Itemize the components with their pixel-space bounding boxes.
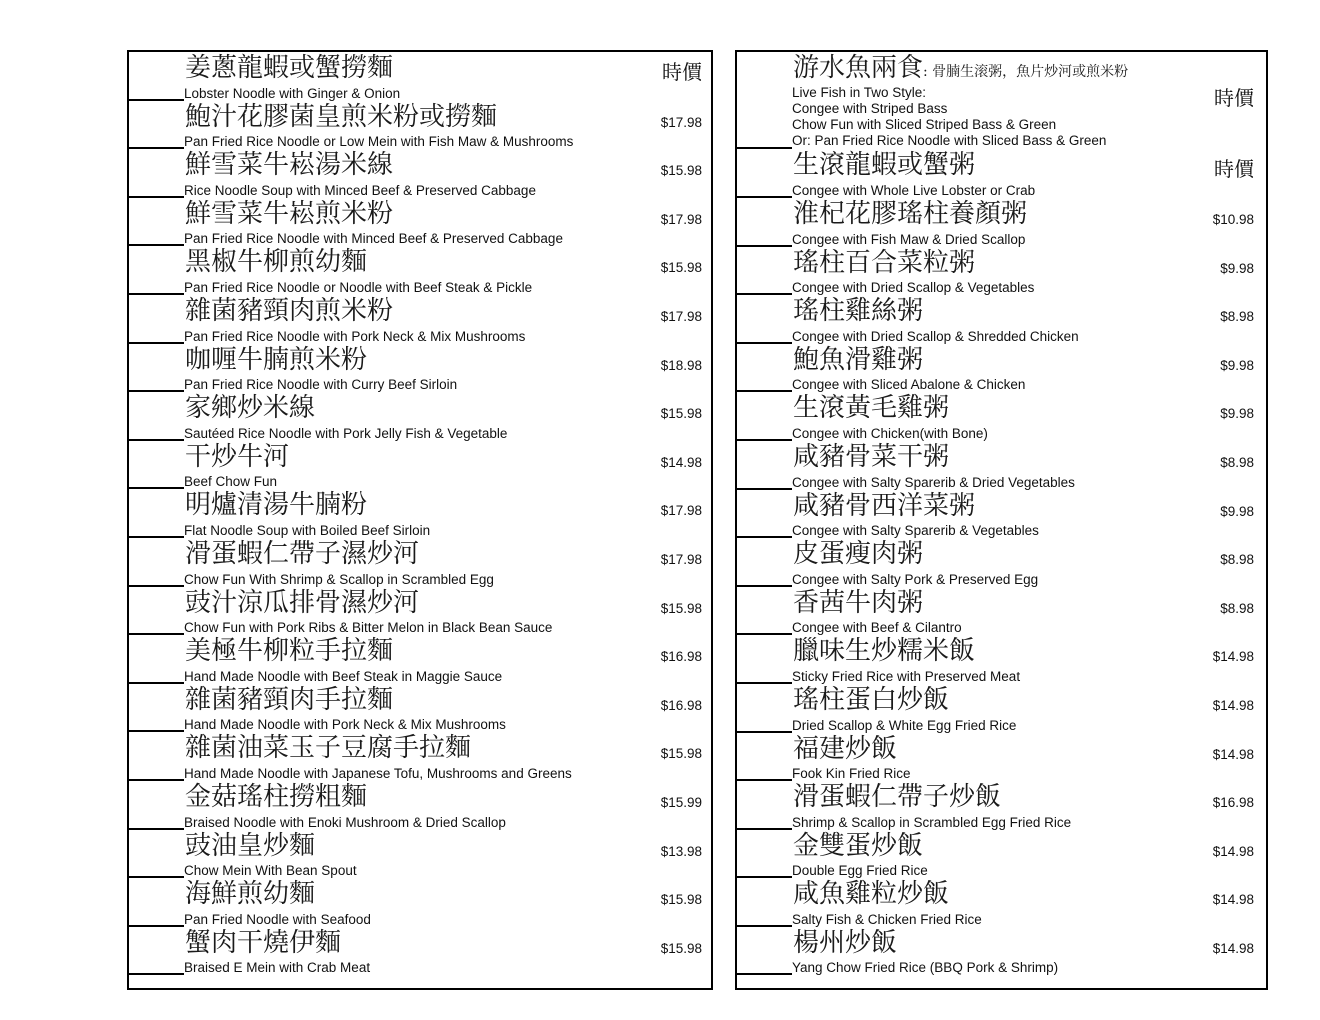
dish-price: $8.98 [1220, 600, 1254, 616]
noodle-item [129, 489, 711, 538]
order-mark-line [737, 973, 792, 975]
noodle-item [129, 878, 711, 927]
noodle-item [129, 52, 711, 101]
dish-price: $15.98 [660, 600, 702, 616]
noodle-item [129, 587, 711, 636]
dish-name-chinese: 皮蛋瘦肉粥 [793, 539, 924, 570]
dish-name-chinese: 鮑魚滑雞粥 [793, 344, 924, 375]
dish-name-english: Dried Scallop & White Egg Fried Rice [792, 717, 1017, 733]
noodle-item [129, 149, 711, 198]
noodle-item [129, 101, 711, 150]
dish-name-english: Pan Fried Rice Noodle with Minced Beef & Preserved Cabbage [184, 231, 563, 247]
dish-name-chinese: 咖喱牛腩煎米粉 [185, 344, 368, 375]
dish-price: $18.98 [660, 357, 702, 373]
dish-name-chinese: 福建炒飯 [793, 733, 898, 764]
noodle-item [129, 441, 711, 490]
dish-price: 時價 [1214, 157, 1254, 182]
dish-price: $9.98 [1220, 357, 1254, 373]
noodle-item [129, 246, 711, 295]
dish-name-chinese: 瑤柱雞絲粥 [793, 296, 924, 327]
noodle-item [129, 344, 711, 393]
congee-rice-item [737, 490, 1266, 539]
dish-price: $17.98 [660, 114, 702, 130]
dish-price: $15.99 [660, 794, 702, 810]
congee-rice-item [737, 441, 1266, 490]
noodle-item [129, 732, 711, 781]
dish-name-english: Chow Mein With Bean Spout [184, 863, 357, 879]
dish-price: $14.98 [1212, 649, 1254, 665]
dish-name-english: Congee with Beef & Cilantro [792, 620, 962, 636]
dish-name-chinese: 豉油皇炒麵 [185, 830, 316, 861]
dish-name-chinese: 雜菌豬頸肉煎米粉 [185, 295, 394, 326]
congee-rice-item [737, 733, 1266, 782]
dish-name-english: Double Egg Fried Rice [792, 863, 928, 879]
dish-price: $16.98 [660, 649, 702, 665]
dish-name-english: Hand Made Noodle with Pork Neck & Mix Mushrooms [184, 717, 506, 733]
noodle-item [129, 927, 711, 976]
dish-price: $8.98 [1220, 454, 1254, 470]
dish-description-english [792, 85, 1106, 149]
congee-rice-item-list [737, 149, 1266, 975]
dish-price: $14.98 [1212, 697, 1254, 713]
congee-rice-item [737, 830, 1266, 879]
dish-name-chinese: 生滾黃毛雞粥 [793, 393, 950, 424]
menu-item-live-fish [737, 52, 1266, 149]
dish-name-english: Chow Fun with Pork Ribs & Bitter Melon in Black Bean Sauce [184, 620, 553, 636]
noodle-item [129, 830, 711, 879]
dish-name-chinese: 金雙蛋炒飯 [793, 830, 924, 861]
dish-name-english: Braised Noodle with Enoki Mushroom & Dried Scallop [184, 814, 506, 830]
dish-price: $15.98 [660, 406, 702, 422]
dish-name-english: Pan Fried Rice Noodle with Pork Neck & Mix Mushrooms [184, 328, 526, 344]
dish-name-chinese: 滑蛋蝦仁帶子濕炒河 [185, 538, 420, 569]
dish-name-chinese: 咸魚雞粒炒飯 [793, 879, 950, 910]
dish-desc-line: Congee with Striped Bass [792, 101, 948, 117]
dish-price: $9.98 [1220, 406, 1254, 422]
menu-panel-congee-rice [735, 50, 1268, 990]
dish-name-english: Congee with Salty Pork & Preserved Egg [792, 571, 1039, 587]
dish-name-english: Sautéed Rice Noodle with Pork Jelly Fish & Vegetable [184, 425, 508, 441]
dish-price: $17.98 [660, 551, 702, 567]
dish-price: $15.98 [660, 163, 702, 179]
dish-name-english: Rice Noodle Soup with Minced Beef & Preserved Cabbage [184, 182, 536, 198]
congee-rice-item [737, 684, 1266, 733]
congee-rice-item [737, 927, 1266, 976]
dish-name-english: Fook Kin Fried Rice [792, 766, 911, 782]
dish-name-chinese: 豉汁涼瓜排骨濕炒河 [185, 587, 420, 618]
dish-price: $14.98 [1212, 843, 1254, 859]
congee-rice-item [737, 635, 1266, 684]
noodle-item [129, 684, 711, 733]
dish-price: $15.98 [660, 892, 702, 908]
dish-name-chinese: 瑤柱蛋白炒飯 [793, 684, 950, 715]
dish-name-english: Hand Made Noodle with Beef Steak in Maggie Sauce [184, 668, 503, 684]
dish-price: $15.98 [660, 260, 702, 276]
dish-price: $15.98 [660, 940, 702, 956]
dish-subtitle-chinese: : 骨腩生滚粥，魚片炒河或煎米粉 [923, 64, 1129, 80]
dish-name-english: Beef Chow Fun [184, 474, 278, 490]
noodle-item [129, 635, 711, 684]
noodle-item [129, 781, 711, 830]
dish-price: 時價 [662, 60, 702, 84]
dish-price: $9.98 [1220, 503, 1254, 519]
congee-rice-item [737, 878, 1266, 927]
dish-name-english: Sticky Fried Rice with Preserved Meat [792, 668, 1021, 684]
dish-name-chinese: 鮮雪菜牛崧湯米線 [185, 150, 394, 181]
noodle-item [129, 538, 711, 587]
dish-name-english: Congee with Salty Sparerib & Vegetables [792, 523, 1039, 539]
dish-name-chinese: 姜蔥龍蝦或蟹撈麵 [185, 53, 394, 83]
dish-name-english: Congee with Whole Live Lobster or Crab [792, 182, 1036, 198]
dish-price: $9.98 [1220, 260, 1254, 276]
dish-price: $8.98 [1220, 309, 1254, 325]
dish-price: $13.98 [660, 843, 702, 859]
dish-name-chinese: 鮮雪菜牛崧煎米粉 [185, 198, 394, 229]
dish-name-english: Pan Fried Rice Noodle or Noodle with Beef Steak & Pickle [184, 279, 533, 295]
noodle-item [129, 392, 711, 441]
congee-rice-item [737, 344, 1266, 393]
congee-rice-item [737, 781, 1266, 830]
order-mark-line [129, 973, 184, 975]
dish-price: $8.98 [1220, 552, 1254, 568]
dish-name-chinese: 淮杞花膠瑤柱養顏粥 [793, 198, 1028, 229]
dish-name-english: Shrimp & Scallop in Scrambled Egg Fried Rice [792, 814, 1072, 830]
dish-name-chinese: 黑椒牛柳煎幼麵 [185, 247, 368, 278]
dish-price: $17.98 [660, 503, 702, 519]
dish-price: $14.98 [1212, 746, 1254, 762]
dish-name-chinese: 咸豬骨西洋菜粥 [793, 490, 976, 521]
dish-name-chinese: 明爐清湯牛腩粉 [185, 490, 368, 521]
dish-name-chinese: 瑤柱百合菜粒粥 [793, 247, 976, 278]
dish-name-chinese: 美極牛柳粒手拉麵 [185, 636, 394, 667]
dish-price: $15.98 [660, 746, 702, 762]
dish-name-english: Congee with Chicken(with Bone) [792, 425, 988, 441]
dish-price: $14.98 [1212, 940, 1254, 956]
dish-name-chinese: 臘味生炒糯米飯 [793, 636, 976, 667]
dish-price: $14.98 [1212, 892, 1254, 908]
dish-name-english: Pan Fried Rice Noodle with Curry Beef Sirloin [184, 377, 458, 393]
dish-name-chinese: 家鄉炒米線 [185, 393, 316, 424]
congee-rice-item [737, 198, 1266, 247]
dish-desc-line: Or: Pan Fried Rice Noodle with Sliced Bass & Green [792, 133, 1107, 149]
dish-name-chinese: 生滾龍蝦或蟹粥 [793, 150, 976, 181]
dish-name-chinese: 鮑汁花膠菌皇煎米粉或撈麵 [185, 101, 498, 132]
dish-price: 時價 [1214, 86, 1254, 110]
dish-name-english: Braised E Mein with Crab Meat [184, 960, 371, 976]
dish-name-chinese: 香茜牛肉粥 [793, 587, 924, 618]
dish-name-english: Congee with Dried Scallop & Shredded Chicken [792, 328, 1079, 344]
congee-rice-item [737, 295, 1266, 344]
dish-desc-line: Live Fish in Two Style: [792, 85, 927, 101]
menu-panel-noodles [127, 50, 713, 990]
congee-rice-item [737, 392, 1266, 441]
dish-name-english: Lobster Noodle with Ginger & Onion [184, 85, 401, 101]
dish-name-chinese: 干炒牛河 [185, 441, 290, 472]
noodle-item [129, 198, 711, 247]
dish-name-english: Congee with Sliced Abalone & Chicken [792, 377, 1026, 393]
congee-rice-item [737, 247, 1266, 296]
dish-name-chinese: 咸豬骨菜干粥 [793, 441, 950, 472]
dish-name-chinese: 滑蛋蝦仁帶子炒飯 [793, 782, 1002, 813]
dish-name-english: Flat Noodle Soup with Boiled Beef Sirloin [184, 522, 431, 538]
noodle-item-list [129, 52, 711, 975]
noodle-item [129, 295, 711, 344]
dish-price: $10.98 [1212, 211, 1254, 227]
dish-name-english: Salty Fish & Chicken Fried Rice [792, 911, 982, 927]
dish-name-english: Congee with Fish Maw & Dried Scallop [792, 231, 1026, 247]
dish-name-english: Pan Fried Rice Noodle or Low Mein with Fish Maw & Mushrooms [184, 134, 574, 150]
dish-name-chinese: 雜菌豬頸肉手拉麵 [185, 684, 394, 715]
dish-desc-line: Chow Fun with Sliced Striped Bass & Green [792, 117, 1057, 133]
dish-name-chinese: 蟹肉干燒伊麵 [185, 927, 342, 958]
dish-name-english: Chow Fun With Shrimp & Scallop in Scrambled Egg [184, 571, 494, 587]
dish-name-english: Pan Fried Noodle with Seafood [184, 911, 371, 927]
dish-name-english: Congee with Salty Sparerib & Dried Vegetables [792, 474, 1075, 490]
congee-rice-item [737, 538, 1266, 587]
dish-price: $16.98 [660, 697, 702, 713]
congee-rice-item [737, 587, 1266, 636]
dish-name-english: Congee with Dried Scallop & Vegetables [792, 280, 1035, 296]
dish-name-chinese: 雜菌油菜玉子豆腐手拉麵 [185, 733, 472, 764]
dish-price: $17.98 [660, 211, 702, 227]
dish-price: $14.98 [660, 454, 702, 470]
congee-rice-item [737, 149, 1266, 198]
dish-name-english: Hand Made Noodle with Japanese Tofu, Mushrooms and Greens [184, 765, 572, 781]
dish-price: $16.98 [1212, 795, 1254, 811]
dish-name-chinese: 金菇瑤柱撈粗麵 [185, 781, 368, 812]
dish-price: $17.98 [660, 308, 702, 324]
dish-name-chinese: 楊州炒飯 [793, 927, 898, 958]
dish-name-english: Yang Chow Fried Rice (BBQ Pork & Shrimp) [792, 960, 1059, 976]
dish-name-chinese: 海鮮煎幼麵 [185, 879, 316, 910]
dish-name-chinese: 游水魚兩食: 骨腩生滚粥，魚片炒河或煎米粉 [793, 53, 1129, 83]
